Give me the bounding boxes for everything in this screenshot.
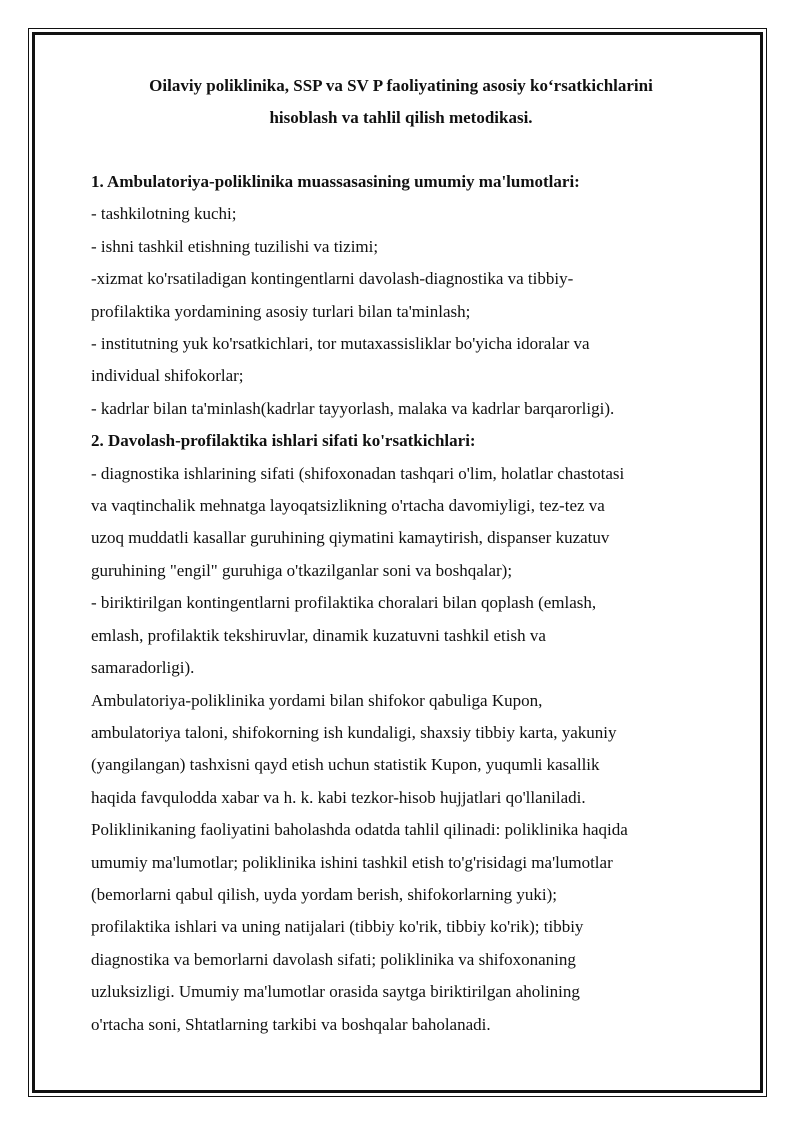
section-2-line: umumiy ma'lumotlar; poliklinika ishini tashkil etish to'g'risidagi ma'lumotlar [91,852,613,872]
document-title-line-1: Oilaviy poliklinika, SSP va SV P faoliyatining asosiy ko‘rsatkichlarini [149,76,653,95]
section-1-line: individual shifokorlar; [91,366,244,386]
section-2-line: uzoq muddatli kasallar guruhining qiymatini kamaytirish, dispanser kuzatuv [91,528,610,548]
document-title-line-2: hisoblash va tahlil qilish metodikasi. [269,108,533,127]
section-1-line: profilaktika yordamining asosiy turlari bilan ta'minlash; [91,301,471,321]
section-2-line: o'rtacha soni, Shtatlarning tarkibi va boshqalar baholanadi. [91,1014,491,1034]
section-1-list [91,198,711,425]
section-1-line: - institutning yuk ko'rsatkichlari, tor mutaxassisliklar bo'yicha idoralar va [91,334,590,354]
section-1-heading: 1. Ambulatoriya-poliklinika muassasasining umumiy ma'lumotlari: [91,172,580,191]
title-spacer [91,134,711,166]
section-1-line: - ishni tashkil etishning tuzilishi va tizimi; [91,236,379,256]
section-2-line: emlash, profilaktik tekshiruvlar, dinamik kuzatuvni tashkil etish va [91,625,546,645]
section-2-line: profilaktika ishlari va uning natijalari (tibbiy ko'rik, tibbiy ko'rik); tibbiy [91,917,584,937]
section-2-line: - biriktirilgan kontingentlarni profilaktika choralari bilan qoplash (emlash, [91,593,597,613]
document-body [91,70,711,1041]
section-2-line: va vaqtinchalik mehnatga layoqatsizlikning o'rtacha davomiyligi, tez-tez va [91,496,605,516]
section-2-line: (bemorlarni qabul qilish, uyda yordam berish, shifokorlarning yuki); [91,884,557,904]
section-2-line: ambulatoriya taloni, shifokorning ish kundaligi, shaxsiy tibbiy karta, yakuniy [91,722,617,742]
section-2-line: samaradorligi). [91,658,195,678]
section-2-line: - diagnostika ishlarining sifati (shifoxonadan tashqari o'lim, holatlar chastotasi [91,463,625,483]
section-2-line: uzluksizligi. Umumiy ma'lumotlar orasida saytga biriktirilgan aholining [91,982,580,1002]
section-1-line: -xizmat ko'rsatiladigan kontingentlarni davolash-diagnostika va tibbiy- [91,269,574,289]
section-2-line: (yangilangan) tashxisni qayd etish uchun statistik Kupon, yuqumli kasallik [91,755,600,775]
section-1-line: - kadrlar bilan ta'minlash(kadrlar tayyorlash, malaka va kadrlar barqarorligi). [91,398,615,418]
section-2-line: Ambulatoriya-poliklinika yordami bilan shifokor qabuliga Kupon, [91,690,543,710]
section-2-line: diagnostika va bemorlarni davolash sifati; poliklinika va shifoxonaning [91,949,576,969]
section-2-line: guruhining "engil" guruhiga o'tkazilganlar soni va boshqalar); [91,560,513,580]
section-2-heading: 2. Davolash-profilaktika ishlari sifati ko'rsatkichlari: [91,431,476,451]
section-1-line: - tashkilotning kuchi; [91,204,237,224]
section-2-line: Poliklinikaning faoliyatini baholashda odatda tahlil qilinadi: poliklinika haqida [91,820,628,840]
section-2-line: haqida favqulodda xabar va h. k. kabi tezkor-hisob hujjatlari qo'llaniladi. [91,787,586,807]
section-2-list [91,458,711,1041]
